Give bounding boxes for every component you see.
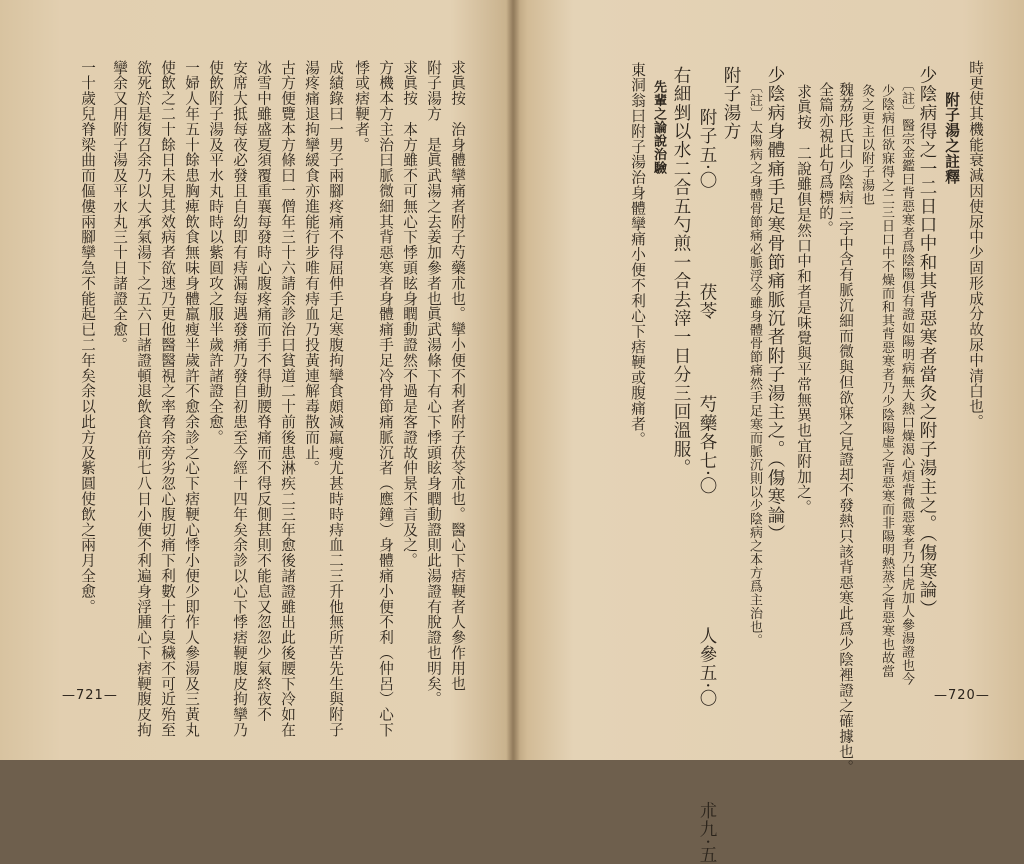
text-column: 求眞按 治身體攣痛者附子芍藥朮也。攣小便不利者附子茯苓朮也。醫心下痞鞕者人參作用也 (449, 60, 466, 692)
formula-heading: 附子湯方 (721, 66, 741, 141)
text-column: 求眞按 二說雖俱是然口中和者是味覺與平常無異也宜附加之。 (795, 84, 812, 516)
annotation-column: 少陰病但欲寐得之二三日口中不燥而和其背惡寒者乃少陰陽虛之背惡寒而非陽明熱蒸之背惡寒也故當 (879, 84, 894, 678)
main-statement: 少陰病身體痛手足寒骨節痛脈沉者附子湯主之。（傷寒論） (765, 66, 785, 544)
text-column: 時更使其機能衰減因使尿中少固形成分故尿中清白也。 (967, 60, 984, 430)
text-column: 冰雪中雖盛夏須覆重襄每發時心腹疼痛而手不得動腰脊痛而不得反側甚則不能息又忽忽少氣終夜不 (255, 60, 272, 723)
text-column: 一十歲兒脊梁曲而傴僂兩腳攣急不能起已二年矣余以此方及紫圓使飲之兩月全愈。 (79, 60, 96, 615)
text-column: 使飲附子湯及平水丸時時以紫圓攻之服半歲許諸證全愈。 (207, 60, 224, 445)
text-column: 求眞按 本方雖不可無心下悸頭眩身瞤動證然不過是客證故仲景不言及之。 (401, 60, 418, 569)
text-column: 悸或痞鞕者。 (353, 60, 370, 153)
page-number: —720— (934, 688, 990, 703)
text-column: 使飲之二十餘日未見其效病者欲速乃更他醫醫視之率脅余旁劣忽心腹切痛下利數十行臭穢不可近殆至 (159, 60, 176, 738)
text-column: 方機本方主治曰脈微細其背惡寒者身體痛手足冷骨節痛脈沉者（應鐘）身體痛小便不利（仲呂）心下 (377, 60, 394, 738)
section-heading: 附子湯之註釋 (943, 92, 960, 185)
page-number: —721— (62, 688, 118, 703)
text-column: 成績錄曰一男子兩腳疼痛不得屈伸手足寒腹拘攣食頗減羸瘦尤甚時時痔血二三升他無所苦先生與附子 (327, 60, 344, 738)
formula-ingredients: 附子五·〇 茯苓 芍藥各七·〇 人參五·〇 朮九·五 (697, 108, 717, 864)
annotation-column: 〔註〕太陽病之身體骨節痛必脈浮今雖身體骨節痛然手足寒而脈沉則以少陰病之本方爲主治也。 (747, 80, 762, 647)
preparation-instructions: 右細剉以水二合五勺煎一合去滓一日分三回溫服。 (671, 66, 691, 478)
text-column: 安席大抵每夜必發且自幼即有痔漏每遇發痛乃發自初患至今經十四年矣余診以心下悸痞鞕腹皮拘攣乃 (231, 60, 248, 738)
text-column: 魏荔彤氏曰少陰病三字中含有脈沉細而微與但欲寐之見證却不發熱只該背惡寒此爲少陰裡證之確據也。 (837, 82, 854, 775)
text-column: 古方便覽本方條曰一僧年三十六請余診治曰貧道二十前後患淋疾二三年愈後諸證雖出此後腰下冷如在 (279, 60, 296, 738)
text-column: 附子湯方 是眞武湯之去姜加參者也眞武湯條下有心下悸頭眩身瞤動證則此湯證有脫證也明矣。 (425, 60, 442, 707)
text-column: 湯疼痛退拘攣緩食亦進能行步唯有痔血乃投黃連解毒散而止。 (303, 60, 320, 476)
text-column: 欲死於是復召余乃以大承氣湯下之五六日諸證頓退飲食倍前七八日小便不利遍身浮腫心下痞鞕腹皮拘 (135, 60, 152, 738)
text-column: 攣余又用附子湯及平水丸三十日諸證全愈。 (111, 60, 128, 353)
left-page (0, 0, 510, 760)
annotation-column: 灸之更主以附子湯也 (859, 84, 874, 206)
text-column: 一婦人年五十餘患胸痺飲食無味身體羸瘦半歲許不愈余診之心下痞鞕心悸小便少即作人參湯及三黃丸 (183, 60, 200, 738)
text-column: 東洞翁曰附子湯治身體攣痛小便不利心下痞鞕或腹痛者。 (629, 62, 646, 447)
annotation-column: 〔註〕醫宗金鑑曰背惡寒者爲陰陽俱有證如陽明病無大熱口燥渴心煩背微惡寒者乃白虎加人參湯證也今 (899, 78, 914, 686)
main-statement: 少陰病得之一二日口中和其背惡寒者當灸之附子湯主之。（傷寒論） (917, 66, 937, 619)
text-column: 全篇亦視此句爲標的。 (817, 82, 834, 236)
section-heading: 先輩之論說治驗 (651, 80, 666, 175)
book-gutter (506, 0, 520, 760)
right-page (514, 0, 1024, 864)
